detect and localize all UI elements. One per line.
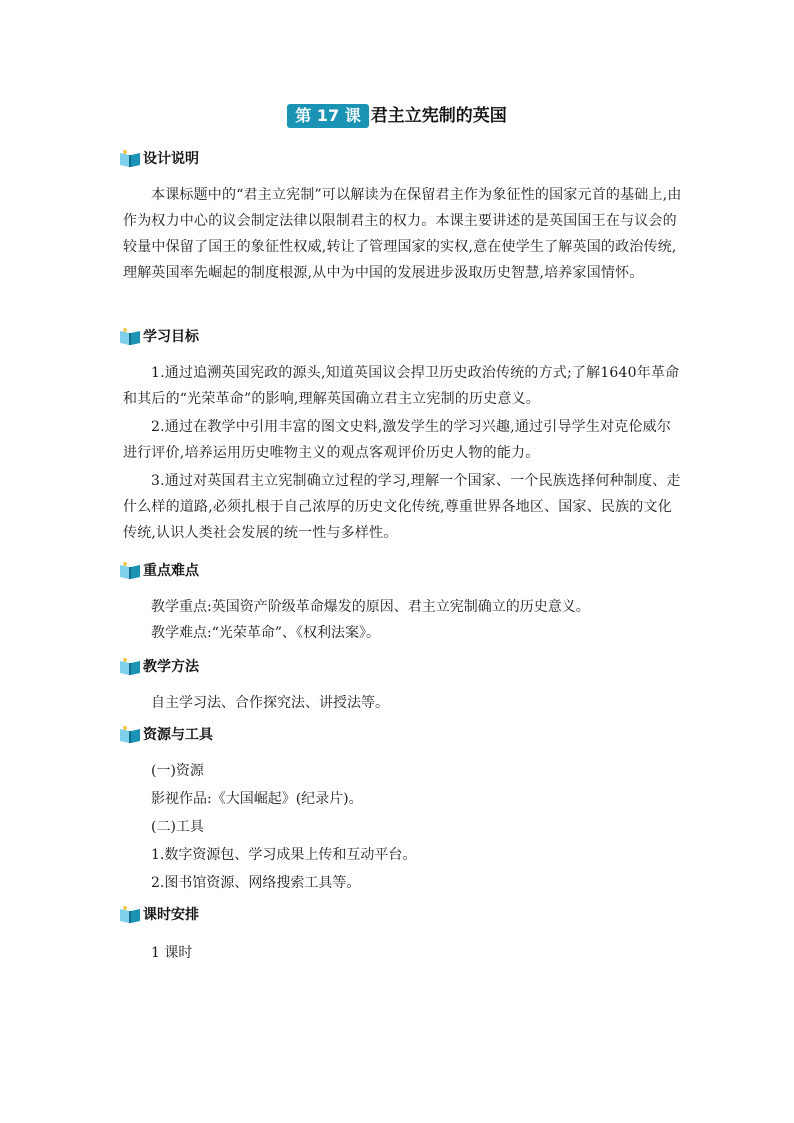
lesson-number-badge: 第 17 课 [287, 104, 368, 128]
resource-line: 2.图书馆资源、网络搜索工具等。 [151, 875, 361, 891]
lesson-title: 君主立宪制的英国 [370, 106, 507, 126]
objective-item-3: 3.通过对英国君主立宪制确立过程的学习,理解一个国家、一个民族选择何种制度、走什么样的道路,必须扎根于自己浓厚的历史文化传统,尊重世界各地区、国家、民族的文化传统,认识人类社会发展的统一性与多样性。 [123, 473, 681, 541]
methods-text: 自主学习法、合作探究法、讲授法等。 [151, 695, 389, 711]
book-icon [119, 657, 141, 677]
section-title: 重点难点 [143, 563, 199, 579]
resource-line: 1.数字资源包、学习成果上传和互动平台。 [151, 847, 417, 863]
section-heading-objectives [119, 326, 199, 348]
section-title: 设计说明 [143, 151, 199, 167]
resource-line: (一)资源 [151, 763, 204, 779]
section-title: 资源与工具 [143, 727, 213, 743]
section-heading-key-points [119, 560, 199, 582]
section-heading-resources [119, 724, 213, 746]
section-heading-methods [119, 656, 199, 678]
objective-item-2: 2.通过在教学中引用丰富的图文史料,激发学生的学习兴趣,通过引导学生对克伦威尔进行评价,培养运用历史唯物主义的观点客观评价历史人物的能力。 [123, 419, 672, 461]
schedule-text: 1 课时 [151, 945, 193, 961]
book-icon [119, 149, 141, 169]
lesson-header [0, 104, 794, 128]
resource-line: (二)工具 [151, 819, 204, 835]
section-title: 学习目标 [143, 329, 199, 345]
book-icon [119, 327, 141, 347]
key-focus: 教学重点:英国资产阶级革命爆发的原因、君主立宪制确立的历史意义。 [151, 599, 590, 615]
section-heading-design [119, 148, 199, 170]
resource-line: 影视作品:《大国崛起》(纪录片)。 [151, 791, 363, 807]
book-icon [119, 725, 141, 745]
design-paragraph: 本课标题中的“君主立宪制”可以解读为在保留君主作为象征性的国家元首的基础上,由作为权力中心的议会制定法律以限制君主的权力。本课主要讲述的是英国国王在与议会的较量中保留了国王的象征性权威,转让了管理国家的实权,意在使学生了解英国的政治传统,理解英国率先崛起的制度根源,从中为中国的发展进步汲取历史智慧,培养家国情怀。 [123, 187, 682, 281]
book-icon [119, 561, 141, 581]
section-heading-schedule [119, 904, 199, 926]
section-title: 教学方法 [143, 659, 199, 675]
section-title: 课时安排 [143, 907, 199, 923]
book-icon [119, 905, 141, 925]
key-difficulty: 教学难点:“光荣革命”、《权利法案》。 [151, 625, 381, 641]
objective-item-1: 1.通过追溯英国宪政的源头,知道英国议会捍卫历史政治传统的方式;了解1640年革命和其后的“光荣革命”的影响,理解英国确立君主立宪制的历史意义。 [123, 365, 680, 407]
